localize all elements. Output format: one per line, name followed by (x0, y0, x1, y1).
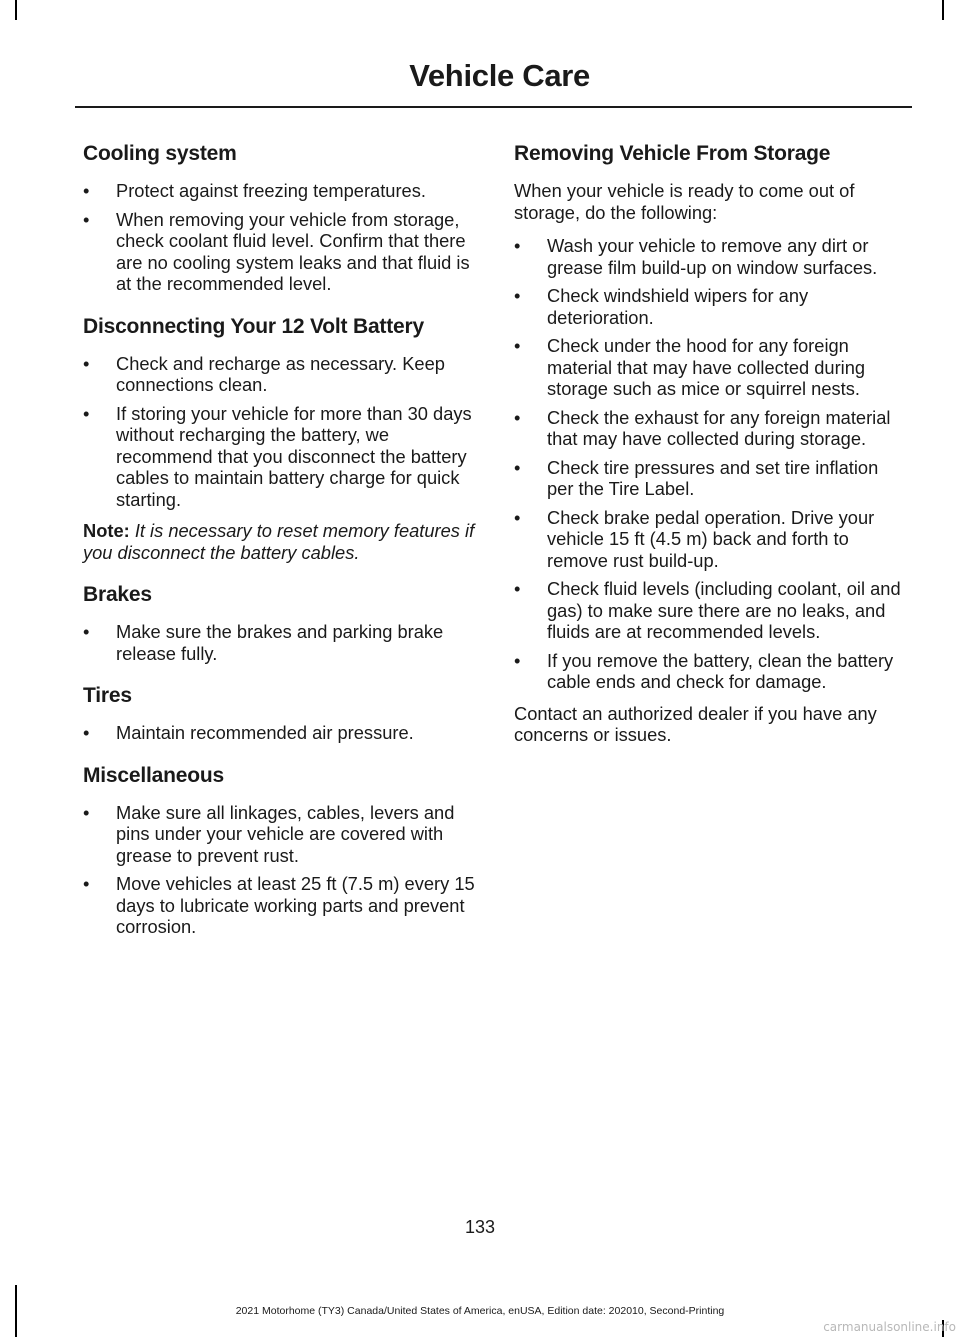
bullet: • (514, 456, 521, 478)
section-heading-battery: Disconnecting Your 12 Volt Battery (83, 314, 424, 338)
battery-list (83, 353, 475, 511)
bullet: • (514, 406, 521, 428)
crop-mark-top-right (942, 0, 944, 20)
list-item: • Move vehicles at least 25 ft (7.5 m) every 15 days to lubricate working parts and prevent corrosion. (83, 873, 475, 937)
bullet: • (514, 578, 521, 599)
right-column (514, 140, 907, 758)
bullet: • (83, 801, 90, 823)
bullet: • (514, 335, 521, 356)
list-item: • If storing your vehicle for more than 30 days without recharging the battery, we recommend that you disconnect the battery cables to maintain battery charge for quick starting. (83, 402, 472, 510)
bullet: • (83, 180, 90, 201)
brakes-list (83, 621, 475, 664)
list-item: • Protect against freezing temperatures. (83, 180, 426, 201)
bullet: • (514, 285, 521, 306)
bullet: • (514, 506, 521, 528)
list-item: • Maintain recommended air pressure. (83, 722, 414, 743)
storage-list (514, 235, 907, 693)
list-item: • If you remove the battery, clean the battery cable ends and check for damage. (514, 649, 894, 692)
list-item: • Make sure the brakes and parking brake release fully. (83, 621, 444, 664)
tires-list (83, 722, 475, 744)
list-item: • Wash your vehicle to remove any dirt or grease film build-up on window surfaces. (514, 235, 878, 278)
list-item: • Check tire pressures and set tire inflation per the Tire Label. (514, 456, 879, 499)
list-item: • Check windshield wipers for any deterioration. (514, 285, 809, 328)
misc-list (83, 802, 475, 938)
bullet: • (514, 235, 521, 256)
note-label: Note: (83, 520, 130, 541)
bullet: • (83, 873, 90, 894)
page-title: Vehicle Care (409, 58, 590, 93)
bullet: • (83, 402, 90, 424)
section-heading-tires: Tires (83, 684, 132, 707)
storage-intro: When your vehicle is ready to come out of storage, do the following: (514, 180, 855, 223)
list-item: • Check fluid levels (including coolant, oil and gas) to make sure there are no leaks, and fluids are at recommended levels. (514, 578, 901, 642)
left-column (83, 140, 475, 956)
list-item: • When removing your vehicle from storage, check coolant fluid level. Confirm that there are no cooling system leaks and that fluid is at the recommended level. (83, 208, 470, 294)
list-item: • Check under the hood for any foreign material that may have collected during storage such as mice or squirrel nests. (514, 335, 866, 399)
bullet: • (514, 649, 521, 671)
bullet: • (83, 722, 90, 743)
list-item: • Check brake pedal operation. Drive your vehicle 15 ft (4.5 m) back and forth to remove rust build-up. (514, 506, 875, 571)
page-number: 133 (464, 1217, 496, 1237)
crop-mark-top-left (15, 0, 17, 20)
cooling-list (83, 180, 475, 295)
battery-note (83, 520, 475, 563)
note-text: It is necessary to reset memory features if you disconnect the battery cables. (83, 520, 475, 563)
bullet: • (83, 208, 90, 230)
bullet: • (83, 621, 90, 642)
section-heading-cooling: Cooling system (83, 142, 237, 165)
header-divider (75, 106, 912, 108)
storage-closing: Contact an authorized dealer if you have any concerns or issues. (514, 702, 877, 745)
list-item: • Check and recharge as necessary. Keep connections clean. (83, 352, 445, 395)
bullet: • (83, 352, 90, 374)
list-item: • Check the exhaust for any foreign material that may have collected during storage. (514, 406, 891, 449)
section-heading-storage: Removing Vehicle From Storage (514, 142, 831, 165)
list-item: • Make sure all linkages, cables, levers and pins under your vehicle are covered with grease to prevent rust. (83, 801, 455, 866)
footer-edition-info: 2021 Motorhome (TY3) Canada/United States of America, enUSA, Edition date: 202010, Second-Printing (235, 1305, 725, 1317)
section-heading-brakes: Brakes (83, 583, 152, 606)
watermark: carmanualsonline.info (823, 1320, 956, 1334)
section-heading-misc: Miscellaneous (83, 763, 224, 787)
